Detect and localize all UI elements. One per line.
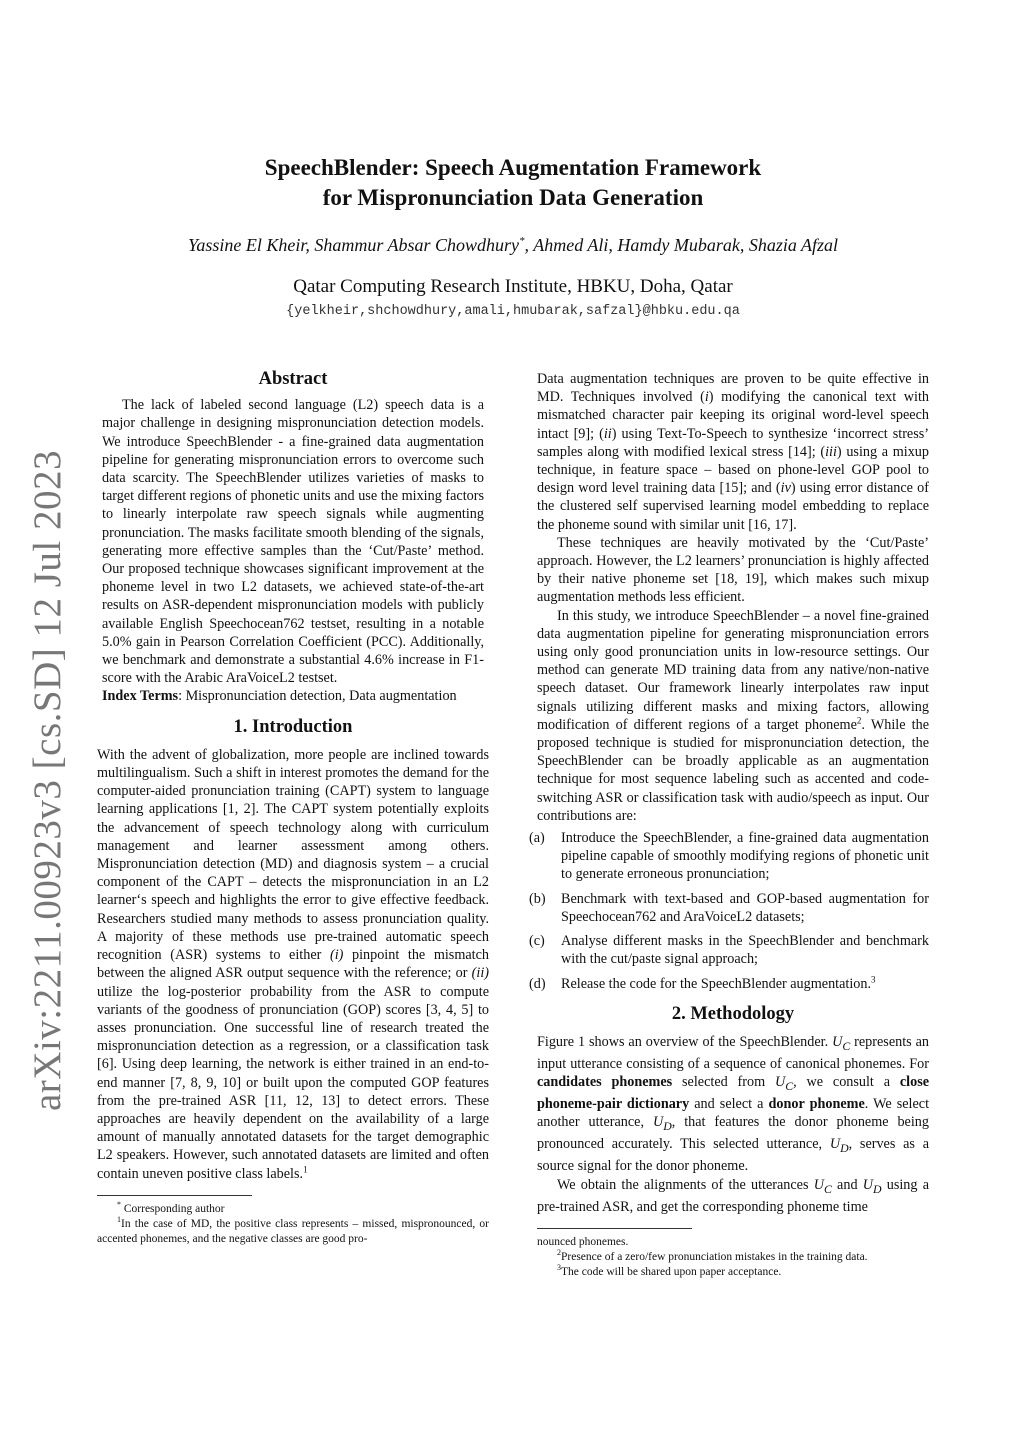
- footnote-corresponding-text: Corresponding author: [121, 1202, 225, 1215]
- method-text-d: , we consult a: [793, 1074, 900, 1091]
- contribution-label: (c): [529, 933, 545, 950]
- footnote-3: [537, 1265, 929, 1280]
- symbol-d-sub: D: [873, 1181, 882, 1196]
- author-list: [110, 235, 916, 256]
- footnote-ref-1: 1: [303, 1163, 308, 1174]
- method-text-a: Figure 1 shows an overview of the SpeechBlender.: [537, 1033, 833, 1050]
- left-column: [97, 370, 489, 1247]
- motivation-paragraph: These techniques are heavily motivated by the ‘Cut/Paste’ approach. However, the L2 learners’ pronunciation is highly affected by their native phoneme set [18, 19], which makes such mixup augmentation methods less efficient.: [537, 534, 929, 606]
- symbol-u: U: [813, 1176, 824, 1193]
- methodology-heading: 2. Methodology: [671, 1003, 795, 1024]
- aug-enum-i: i: [704, 389, 709, 406]
- method2-text-a: We obtain the alignments of the utterances: [557, 1176, 814, 1193]
- footnote-2: [537, 1250, 929, 1265]
- footnote-ref-3: 3: [871, 973, 876, 984]
- symbol-u: U: [862, 1176, 873, 1193]
- arxiv-identifier: [22, 449, 72, 1111]
- contribution-text: Release the code for the SpeechBlender augmentation.: [561, 975, 872, 992]
- method2-text-c: using a pre-trained ASR, and get the corresponding phoneme time: [537, 1176, 929, 1215]
- symbol-ud: [862, 1176, 882, 1196]
- methodology-paragraph-2: [537, 1176, 929, 1216]
- footnote-corresponding: [97, 1199, 489, 1217]
- author-emails: {yelkheir,shchowdhury,amali,hmubarak,safzal}@hbku.edu.qa: [286, 304, 740, 319]
- intro-paragraph: [97, 746, 489, 1183]
- aug-enum-iii: iii: [825, 443, 837, 460]
- contribution-item: [529, 829, 929, 884]
- study-text-a: In this study, we introduce SpeechBlender – a novel fine-grained data augmentation pipeline for generating mispronunciation errors using only good pronunciation units in low-resource settings. Our method can generate MD training data from any native/non-native speech dataset. Our framework linearly interpolates raw input signals utilizing different masks and mixing factors, allowing modification of different regions of a target phoneme: [537, 607, 929, 733]
- intro-text-c: utilize the log-posterior probability from the ASR to compute variants of the goodness of pronunciation (GOP) scores [3, 4, 5] to asses pronunciation. One successful line of research treated the mispronunciation detection as a regression, or a classification task [6]. Using deep learning, the network is either trained in an end-to-end manner [7, 8, 9, 10] or built upon the computed GOP features from the pre-trained ASR [11, 12, 13] to detect errors. These approaches are heavily dependent on the availability of a large amount of manually annotated datasets for the target demographic L2 speakers. However, such annotated datasets are limited and often contain uneven positive class labels.: [97, 983, 489, 1182]
- title-line-2: for Mispronunciation Data Generation: [322, 185, 704, 210]
- contribution-text: Introduce the SpeechBlender, a fine-grained data augmentation pipeline capable of smoothly modifying regions of phonetic unit to generate erroneous pronunciation;: [561, 830, 929, 883]
- footnote-3-text: The code will be shared upon paper acceptance.: [561, 1265, 782, 1278]
- arxiv-identifier-text: arXiv:2211.00923v3 [cs.SD] 12 Jul 2023: [25, 449, 69, 1111]
- contribution-label: (a): [529, 830, 545, 847]
- method-text-b: represents an input utterance consisting of a sequence of canonical phonemes. For: [537, 1033, 929, 1072]
- symbol-d-sub: D: [840, 1141, 849, 1156]
- footnote-1-text: In the case of MD, the positive class represents – missed, mispronounced, or accented phonemes, and the negative classes are good pro-: [97, 1217, 489, 1245]
- footnote-1: [97, 1214, 489, 1247]
- intro-enum-i: (i): [329, 947, 344, 964]
- contribution-label: (b): [529, 890, 546, 907]
- symbol-u: U: [829, 1136, 841, 1153]
- symbol-u: U: [832, 1033, 843, 1050]
- aug-text-c: ) using Text-To-Speech to synthesize ‘incorrect stress’ samples along with modified lexical stress [14]; (: [537, 425, 929, 460]
- abstract-body: [97, 396, 489, 705]
- corresponding-mark: *: [519, 235, 525, 247]
- symbol-uc: [774, 1074, 794, 1093]
- aug-text-b: ) modifying the canonical text with mismatched character pair keeping its original word-level speech intact [9]; (: [537, 389, 929, 442]
- footnote-star: *: [117, 1199, 121, 1209]
- symbol-uc: [813, 1176, 832, 1196]
- bold-close-phoneme-pair: close phoneme-pair dictionary: [537, 1074, 930, 1113]
- symbol-d-sub: D: [663, 1119, 672, 1134]
- symbol-c-sub: C: [785, 1078, 794, 1093]
- method-text-h: , serves as a source signal for the donor phoneme.: [537, 1136, 929, 1175]
- footnote-1-continued: nounced phonemes.: [537, 1235, 629, 1248]
- paper-title: [160, 153, 866, 213]
- contribution-item: [529, 973, 929, 993]
- symbol-c-sub: C: [842, 1038, 851, 1053]
- footnote-rule: [537, 1228, 692, 1229]
- index-terms-text: : Mispronunciation detection, Data augmentation: [178, 688, 457, 705]
- symbol-uc: [832, 1033, 851, 1053]
- affiliation: Qatar Computing Research Institute, HBKU, Doha, Qatar: [293, 276, 733, 297]
- augmentation-paragraph: [537, 370, 929, 534]
- method-text-f: . We select another utterance,: [537, 1096, 930, 1131]
- aug-enum-iv: iv: [780, 480, 791, 497]
- right-column: [529, 370, 930, 1280]
- symbol-c-sub: C: [823, 1181, 832, 1196]
- aug-enum-ii: ii: [603, 425, 612, 442]
- index-terms: [102, 687, 484, 705]
- abstract-heading: Abstract: [258, 369, 328, 389]
- symbol-u: U: [774, 1074, 786, 1091]
- method-text-g: , that features the donor phoneme being pronounced accurately. This selected utterance,: [537, 1114, 929, 1153]
- footnote-rule: [97, 1195, 252, 1196]
- footnote-2-number: 2: [557, 1248, 561, 1258]
- title-line-1: SpeechBlender: Speech Augmentation Framework: [264, 155, 762, 180]
- symbol-ud: [652, 1114, 672, 1134]
- bold-donor-phoneme: donor phoneme: [768, 1096, 865, 1113]
- symbol-ud: [829, 1136, 849, 1156]
- authors-first: Yassine El Kheir, Shammur Absar Chowdhury: [187, 235, 520, 255]
- footnote-1-number: 1: [117, 1214, 121, 1224]
- intro-heading: 1. Introduction: [233, 716, 353, 737]
- authors-rest: , Ahmed Ali, Hamdy Mubarak, Shazia Afzal: [524, 235, 839, 255]
- aug-text-a: Data augmentation techniques are proven to be quite effective in MD. Techniques involved (: [537, 371, 929, 406]
- method2-text-b: and: [831, 1176, 863, 1193]
- index-terms-label: Index Terms: [102, 688, 179, 705]
- footnote-2-text: Presence of a zero/few pronunciation mistakes in the training data.: [561, 1250, 868, 1263]
- methodology-paragraph-1: [537, 1033, 929, 1176]
- aug-text-e: ) using error distance of the clustered self supervised learning model embedding to replace the phoneme sound with similar unit [16, 17].: [537, 480, 929, 533]
- contributions-list: [529, 829, 929, 993]
- symbol-u: U: [652, 1114, 664, 1131]
- contribution-item: [529, 890, 929, 926]
- contribution-intro-paragraph: [537, 607, 929, 825]
- contribution-text: Benchmark with text-based and GOP-based augmentation for Speechocean762 and AraVoiceL2 datasets;: [561, 890, 929, 925]
- method-text-c: selected from: [672, 1074, 775, 1091]
- aug-text-d: ) using a mixup technique, in feature space – based on phone-level GOP pool to design word level training data [15]; and (: [537, 443, 929, 497]
- contribution-text: Analyse different masks in the SpeechBlender and benchmark with the cut/paste signal approach;: [561, 933, 929, 968]
- study-text-b: . While the proposed technique is studied for mispronunciation detection, the SpeechBlender can be broadly applicable as an augmentation technique for most sequence labeling such as accented and code-switching ASR or classification task with audio/speech as input. Our contributions are:: [537, 716, 929, 824]
- footnote-3-number: 3: [557, 1263, 561, 1273]
- contribution-item: [529, 932, 929, 968]
- abstract-paragraph: The lack of labeled second language (L2) speech data is a major challenge in designing mispronunciation detection models. We introduce SpeechBlender - a fine-grained data augmentation pipeline for generating mispronunciation errors to overcome such data scarcity. The SpeechBlender utilizes varieties of masks to target different regions of phonetic units and use the mixing factors to linearly interpolate raw speech signals while augmenting pronunciation. The masks facilitate smooth blending of the signals, generating more effective samples than the ‘Cut/Paste’ method. Our proposed technique showcases significant improvement at the phoneme level in two L2 datasets, we achieved state-of-the-art results on ASR-dependent mispronunciation models with publicly available English Speechocean762 testset, resulting in a notable 5.0% gain in Pearson Correlation Coefficient (PCC). Additionally, we benchmark and demonstrate a substantial 4.6% increase in F1-score with the Arabic AraVoiceL2 testset.: [102, 397, 484, 687]
- intro-text-a: With the advent of globalization, more people are inclined towards multilingualism. Such a shift in interest promotes the demand for the computer-aided pronunciation training (CAPT) system to language learning applications [1, 2]. The CAPT system potentially exploits the advancement of speech technology along with curriculum management and learner assessment among others. Mispronunciation detection (MD) and diagnosis system – a crucial component of the CAPT – detects the mispronunciation in an L2 learner‘s speech and highlights the error to give effective feedback. Researchers studied many methods to assess pronunciation quality. A majority of these methods use pre-trained automatic speech recognition (ASR) systems to either: [97, 746, 489, 964]
- intro-text-b: pinpoint the mismatch between the aligned ASR output sequence with the reference; or: [97, 947, 489, 982]
- contribution-label: (d): [529, 975, 546, 992]
- footnote-ref-2: 2: [856, 715, 862, 726]
- bold-candidates-phonemes: candidates phonemes: [537, 1074, 673, 1091]
- method-text-e: and select a: [689, 1096, 769, 1113]
- intro-enum-ii: (ii): [471, 965, 489, 982]
